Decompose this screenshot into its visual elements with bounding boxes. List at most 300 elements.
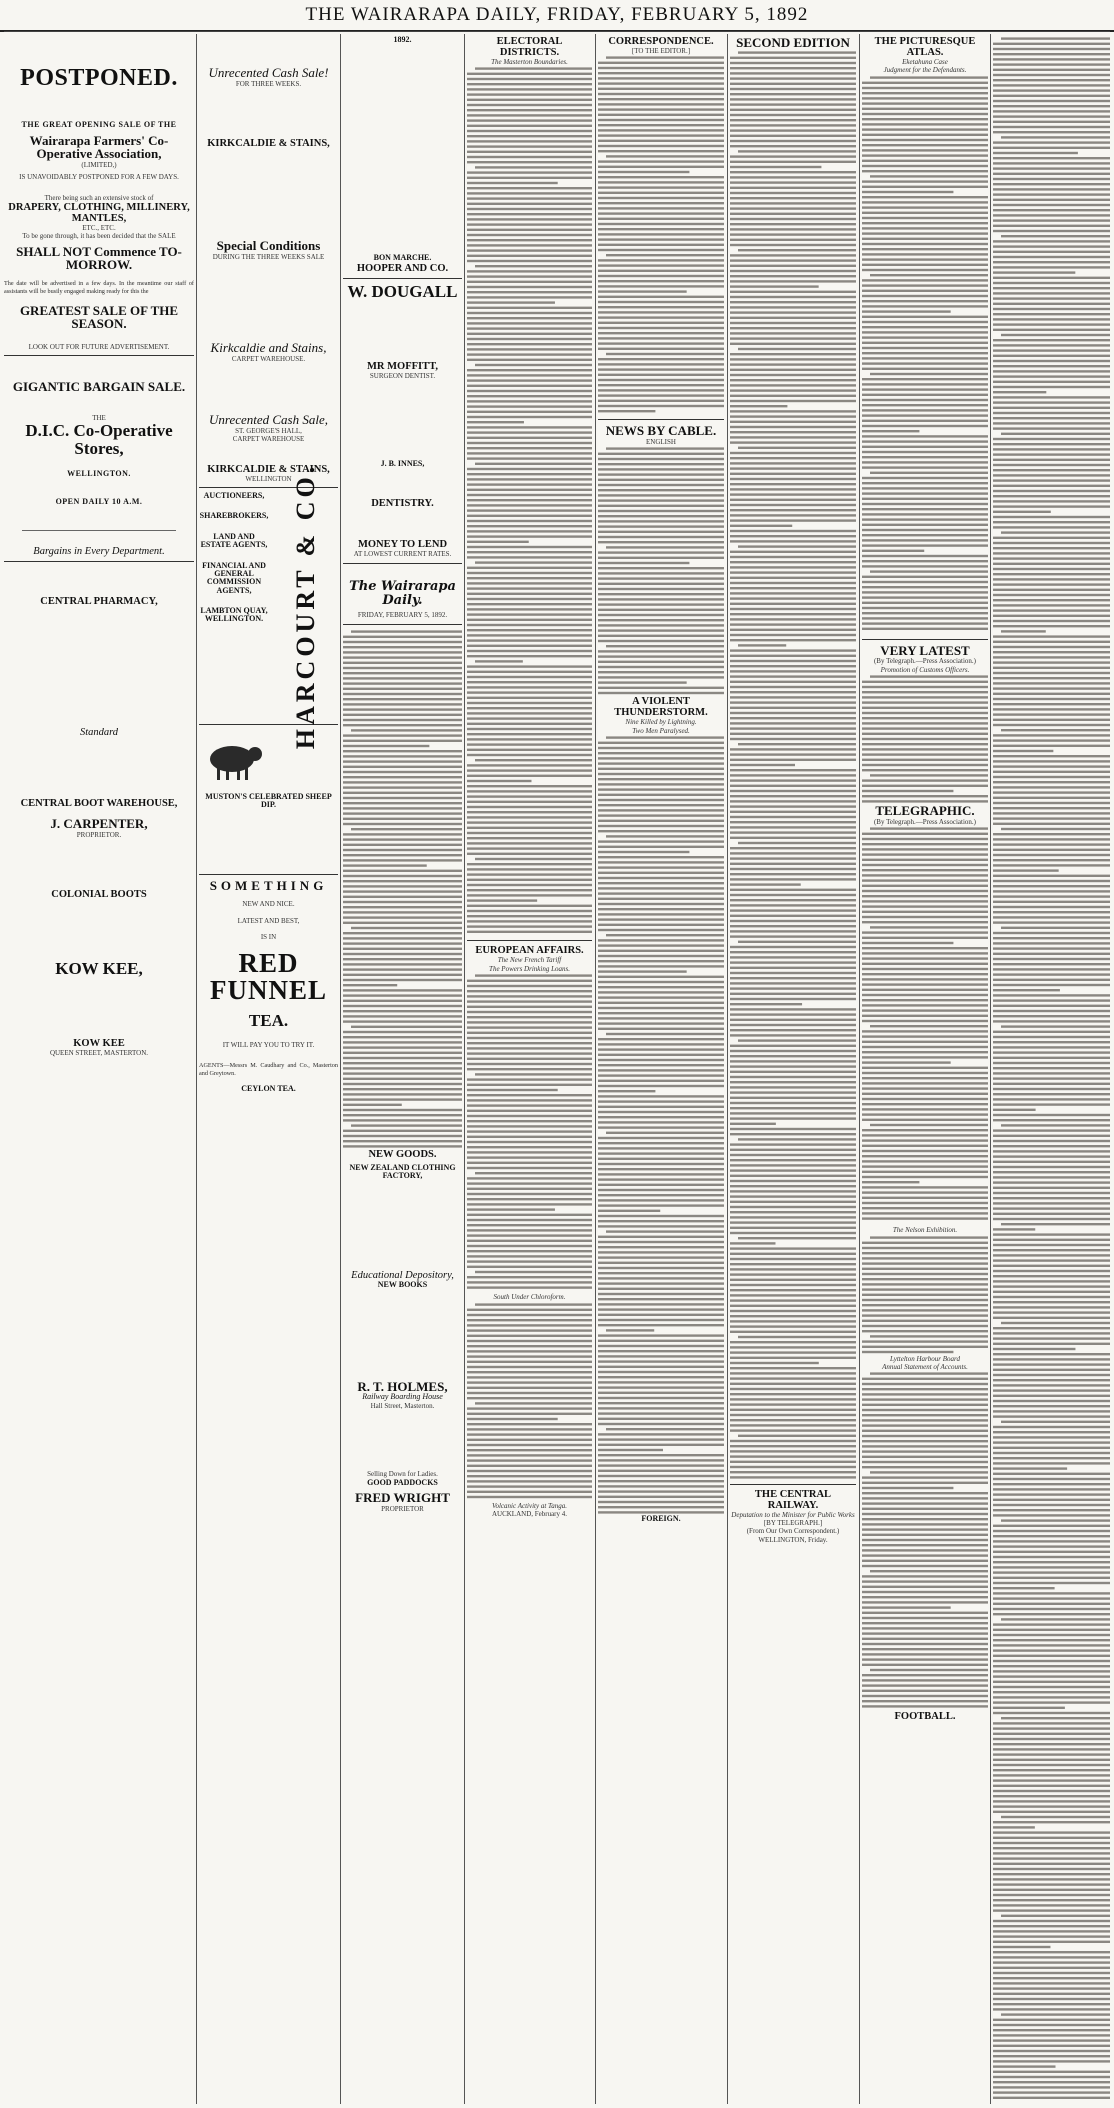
- text-line: [1001, 828, 1110, 830]
- text-line: [598, 239, 724, 241]
- text-line: [598, 661, 724, 663]
- two-men-line: Two Men Paralysed.: [632, 726, 690, 735]
- text-line: [862, 1394, 988, 1396]
- text-line: [730, 77, 856, 79]
- text-line: [598, 505, 724, 507]
- text-line: [730, 1065, 856, 1067]
- text-line: [993, 687, 1110, 689]
- text-line: [862, 1685, 988, 1687]
- text-line: [993, 448, 1110, 450]
- text-line: [730, 961, 856, 963]
- masthead-rule: [4, 31, 1110, 32]
- text-line: [598, 1038, 724, 1040]
- text-line: [730, 233, 856, 235]
- text-line: [598, 536, 724, 538]
- text-line: [467, 1141, 592, 1143]
- opening-sale-line: THE GREAT OPENING SALE OF THE: [21, 120, 177, 130]
- text-line: [730, 1476, 856, 1478]
- column-2: [199, 36, 338, 2102]
- text-line: [467, 650, 592, 652]
- text-line: [730, 670, 856, 672]
- text-line: [598, 458, 724, 460]
- divider: [862, 639, 988, 640]
- text-line: [598, 332, 724, 334]
- text-line: [993, 1831, 1110, 1833]
- text-line: [993, 1197, 1110, 1199]
- text-line: [730, 420, 856, 422]
- text-line: [1001, 927, 1110, 929]
- text-line: [730, 1257, 856, 1259]
- text-line: [467, 1167, 592, 1169]
- text-line: [993, 193, 1110, 195]
- text-line: [993, 1239, 1110, 1241]
- text-line: [1001, 433, 1110, 435]
- text-line: [862, 466, 988, 468]
- text-line: [606, 57, 724, 59]
- text-line: [598, 1205, 724, 1207]
- text-line: [993, 984, 1110, 986]
- text-line: [862, 383, 988, 385]
- text-line: [467, 697, 592, 699]
- text-line: [993, 1306, 1110, 1308]
- text-line: [862, 279, 988, 281]
- column-8: [993, 36, 1110, 2102]
- text-line: [475, 364, 592, 366]
- text-line: [993, 1790, 1110, 1792]
- text-line: [467, 1475, 592, 1477]
- text-line: [993, 79, 1110, 81]
- text-line: [467, 198, 592, 200]
- text-line: [467, 1110, 592, 1112]
- text-line: [730, 259, 856, 261]
- text-line: [598, 778, 724, 780]
- text-line: [993, 1119, 1110, 1121]
- atlas-body: [862, 75, 988, 635]
- text-line: [598, 913, 724, 915]
- text-line: [475, 1271, 592, 1273]
- text-line: [730, 711, 856, 713]
- text-line: [598, 327, 724, 329]
- text-line: [598, 960, 724, 962]
- text-line: [467, 1053, 592, 1055]
- text-line: [862, 149, 988, 151]
- bon-marche-line: BON MARCHE.: [373, 253, 432, 263]
- latest-best-line: LATEST AND BEST,: [237, 916, 300, 925]
- text-line: [598, 135, 724, 137]
- promotion-line: Promotion of Customs Officers.: [880, 665, 970, 674]
- text-line: [862, 1596, 988, 1598]
- text-line: [730, 1169, 856, 1171]
- text-line: [343, 874, 462, 876]
- masthead-title: THE WAIRARAPA DAILY, FRIDAY, FEBRUARY 5, 1892: [305, 4, 809, 25]
- text-line: [598, 526, 724, 528]
- text-line: [862, 895, 988, 897]
- text-line: [598, 1147, 724, 1149]
- text-line: [730, 160, 856, 162]
- text-line: [467, 73, 592, 75]
- text-line: [993, 1904, 1110, 1906]
- text-line: [993, 557, 1110, 559]
- kirkcaldie-wellington: WELLINGTON: [245, 474, 292, 483]
- look-out-line: LOOK OUT FOR FUTURE ADVERTISEMENT.: [28, 342, 170, 351]
- agents-line: AGENTS—Messrs M. Caudhary and Co., Masterton and Greytown.: [199, 1061, 338, 1077]
- text-line: [862, 165, 988, 167]
- text-line: [598, 1506, 724, 1508]
- text-line: [993, 786, 1110, 788]
- text-line: [993, 1348, 1075, 1350]
- nz-clothing-line: NEW ZEALAND CLOTHING FACTORY,: [349, 1162, 456, 1180]
- text-line: [993, 1514, 1110, 1516]
- text-line: [467, 1407, 592, 1409]
- text-line: [730, 332, 856, 334]
- text-line: [862, 1160, 988, 1162]
- text-line: [993, 2065, 1055, 2067]
- text-line: [598, 119, 724, 121]
- text-line: [598, 1069, 724, 1071]
- text-line: [993, 469, 1110, 471]
- text-line: [598, 1225, 724, 1227]
- text-line: [343, 1020, 462, 1022]
- text-line: [730, 1055, 856, 1057]
- divider: [4, 561, 194, 562]
- text-line: [598, 474, 724, 476]
- text-line: [862, 1129, 988, 1131]
- text-line: [343, 770, 462, 772]
- text-line: [862, 790, 953, 792]
- text-line: [467, 655, 592, 657]
- text-line: [598, 390, 724, 392]
- text-line: [730, 228, 856, 230]
- text-line: [862, 399, 988, 401]
- text-line: [343, 921, 462, 923]
- text-line: [862, 780, 988, 782]
- text-line: [993, 1233, 1110, 1235]
- text-line: [862, 378, 988, 380]
- text-line: [993, 875, 1110, 877]
- text-line: [730, 410, 856, 412]
- text-line: [993, 1571, 1110, 1573]
- text-line: [862, 1633, 988, 1635]
- text-line: [730, 815, 856, 817]
- text-line: [993, 1254, 1110, 1256]
- text-line: [993, 386, 1110, 388]
- text-line: [993, 911, 1110, 913]
- text-line: [862, 942, 953, 944]
- text-line: [343, 661, 462, 663]
- text-line: [862, 1082, 988, 1084]
- text-line: [993, 261, 1110, 263]
- text-line: [598, 1485, 724, 1487]
- text-line: [343, 807, 462, 809]
- text-line: [467, 343, 592, 345]
- text-line: [862, 1607, 951, 1609]
- text-line: [993, 1743, 1110, 1745]
- three-weeks-line: FOR THREE WEEKS.: [235, 79, 302, 88]
- text-line: [730, 1107, 856, 1109]
- text-line: [862, 159, 988, 161]
- dic-wellington: WELLINGTON.: [67, 469, 131, 479]
- text-line: [598, 1028, 724, 1030]
- text-line: [467, 276, 592, 278]
- text-line: [730, 639, 856, 641]
- text-line: [598, 145, 724, 147]
- text-line: [993, 1951, 1110, 1953]
- judgment-line: Judgment for the Defendants.: [883, 66, 967, 75]
- text-line: [862, 686, 988, 688]
- text-line: [993, 1098, 1110, 1100]
- text-line: [993, 1909, 1110, 1911]
- text-line: [862, 968, 988, 970]
- text-line: [993, 719, 1110, 721]
- text-line: [862, 1435, 988, 1437]
- text-line: [862, 1700, 988, 1702]
- text-line: [598, 1335, 724, 1337]
- text-line: [862, 707, 988, 709]
- text-line: [598, 98, 724, 100]
- text-line: [467, 739, 592, 741]
- text-line: [467, 811, 592, 813]
- surgeon-dentist-line: SURGEON DENTIST.: [369, 371, 436, 380]
- text-line: [862, 1171, 988, 1173]
- text-line: [598, 867, 724, 869]
- text-line: [993, 797, 1110, 799]
- text-line: [598, 640, 724, 642]
- text-line: [467, 203, 592, 205]
- text-line: [598, 1283, 724, 1285]
- text-line: [993, 1894, 1110, 1896]
- text-line: [598, 280, 724, 282]
- text-line: [730, 275, 856, 277]
- text-line: [467, 307, 592, 309]
- text-line: [467, 1261, 592, 1263]
- auckland-dateline: AUCKLAND, February 4.: [491, 1510, 568, 1518]
- text-line: [862, 712, 988, 714]
- text-line: [598, 521, 724, 523]
- text-line: [730, 893, 856, 895]
- telegraphic-heading: TELEGRAPHIC.: [875, 803, 975, 819]
- text-line: [993, 573, 1110, 575]
- text-line: [862, 963, 988, 965]
- text-line: [598, 510, 724, 512]
- text-line: [343, 692, 462, 694]
- divider: [730, 1484, 856, 1485]
- text-line: [343, 635, 462, 637]
- text-line: [730, 1205, 856, 1207]
- text-line: [862, 341, 988, 343]
- text-line: [862, 1440, 988, 1442]
- text-line: [993, 979, 1110, 981]
- text-line: [862, 833, 988, 835]
- text-line: [862, 999, 988, 1001]
- text-line: [862, 1030, 988, 1032]
- text-line: [730, 457, 856, 459]
- text-line: [343, 994, 462, 996]
- text-line: [467, 146, 592, 148]
- text-line: [730, 930, 856, 932]
- text-line: [993, 999, 1110, 1001]
- text-line: [467, 1016, 592, 1018]
- text-line: [993, 266, 1110, 268]
- text-line: [467, 1011, 592, 1013]
- text-line: [730, 1060, 856, 1062]
- central-boot-heading: CENTRAL BOOT WAREHOUSE,: [20, 797, 178, 809]
- text-line: [598, 1397, 724, 1399]
- text-line: [598, 218, 724, 220]
- text-line: [738, 545, 856, 547]
- text-line: [730, 1117, 856, 1119]
- text-line: [467, 598, 592, 600]
- text-line: [993, 1738, 1110, 1740]
- unrecented-heading-2: Unrecented Cash Sale,: [208, 412, 329, 428]
- text-line: [467, 229, 592, 231]
- text-line: [862, 1267, 988, 1269]
- text-line: [862, 1544, 988, 1546]
- text-line: [993, 1337, 1110, 1339]
- text-line: [467, 297, 592, 299]
- text-line: [467, 458, 592, 460]
- text-line: [862, 1602, 988, 1604]
- text-line: [993, 708, 1110, 710]
- text-line: [730, 363, 856, 365]
- text-line: [598, 1127, 724, 1129]
- text-line: [467, 1162, 592, 1164]
- text-line: [993, 942, 1110, 944]
- text-line: [870, 1472, 988, 1474]
- hooper-heading: HOOPER AND CO.: [356, 262, 449, 274]
- text-line: [467, 437, 592, 439]
- text-line: [730, 379, 856, 381]
- text-line: [993, 1561, 1110, 1563]
- text-line: [467, 141, 592, 143]
- text-line: [467, 1120, 592, 1122]
- text-line: [475, 858, 592, 860]
- text-line: [730, 1081, 856, 1083]
- text-line: [467, 817, 592, 819]
- text-line: [862, 1560, 988, 1562]
- text-line: [598, 109, 724, 111]
- text-line: [598, 671, 724, 673]
- text-line: [475, 1402, 592, 1404]
- text-line: [870, 1669, 988, 1671]
- correspondence-heading: CORRESPONDENCE.: [608, 36, 714, 47]
- text-line: [730, 1325, 856, 1327]
- text-line: [862, 1529, 988, 1531]
- text-line: [993, 734, 1110, 736]
- text-line: [598, 1288, 724, 1290]
- lyttelton-line: Lyttelton Harbour Board: [890, 1354, 960, 1363]
- text-line: [870, 1335, 988, 1337]
- text-line: [730, 295, 856, 297]
- text-line: [598, 682, 687, 684]
- text-line: [1001, 1322, 1110, 1324]
- text-line: [351, 828, 462, 830]
- text-line: [343, 682, 462, 684]
- text-line: [730, 113, 856, 115]
- text-line: [730, 717, 856, 719]
- text-line: [598, 234, 724, 236]
- text-line: [343, 942, 462, 944]
- text-line: [993, 204, 1110, 206]
- text-line: [993, 1785, 1110, 1787]
- text-lines: [467, 1302, 592, 1502]
- text-line: [993, 968, 1110, 970]
- text-line: [730, 342, 856, 344]
- text-line: [598, 799, 724, 801]
- new-goods-heading: NEW GOODS.: [368, 1148, 437, 1160]
- st-george-line: ST. GEORGE'S HALL,: [235, 426, 302, 435]
- text-line: [862, 1278, 988, 1280]
- text-line: [862, 1643, 988, 1645]
- text-line: [862, 607, 988, 609]
- text-line: [862, 1051, 988, 1053]
- text-line: [598, 1257, 724, 1259]
- text-line: [730, 867, 856, 869]
- text-line: [862, 549, 924, 551]
- text-line: [993, 817, 1110, 819]
- text-line: [862, 1166, 988, 1168]
- text-line: [730, 878, 856, 880]
- text-line: [993, 407, 1110, 409]
- text-line: [862, 97, 988, 99]
- text-line: [862, 295, 988, 297]
- text-line: [993, 937, 1110, 939]
- text-line: [730, 384, 856, 386]
- text-line: [862, 139, 988, 141]
- text-line: [993, 739, 1110, 741]
- text-line: [467, 1021, 592, 1023]
- text-line: [993, 1753, 1110, 1755]
- text-line: [598, 140, 724, 142]
- text-line: [467, 401, 592, 403]
- text-line: [993, 1478, 1110, 1480]
- text-line: [598, 986, 724, 988]
- text-line: [993, 459, 1110, 461]
- text-line: [862, 1077, 988, 1079]
- text-line: [862, 1241, 988, 1243]
- text-line: [862, 1093, 988, 1095]
- text-line: [993, 1301, 1110, 1303]
- text-line: [1001, 334, 1110, 336]
- text-line: [730, 519, 856, 521]
- text-line: [467, 1250, 592, 1252]
- text-line: [993, 1171, 1110, 1173]
- text-line: [738, 150, 856, 152]
- nine-killed-line: Nine Killed by Lightning.: [625, 718, 697, 727]
- text-line: [993, 1280, 1110, 1282]
- text-line: [993, 1088, 1110, 1090]
- text-line: [730, 633, 856, 635]
- text-line: [993, 973, 1110, 975]
- text-line: [730, 925, 856, 927]
- text-line: [862, 1550, 988, 1552]
- text-line: [598, 93, 724, 95]
- text-line: [467, 1469, 592, 1471]
- text-line: [738, 841, 856, 843]
- text-line: [467, 1313, 592, 1315]
- text-line: [993, 526, 1110, 528]
- text-line: [993, 1031, 1110, 1033]
- text-line: [467, 619, 592, 621]
- text-line: [738, 446, 856, 448]
- text-line: [730, 1086, 856, 1088]
- text-line: [467, 312, 592, 314]
- text-line: [993, 1920, 1110, 1922]
- tea-heading: TEA.: [248, 1010, 289, 1030]
- text-line: [993, 1410, 1110, 1412]
- text-line: [598, 609, 724, 611]
- text-line: [730, 602, 856, 604]
- text-line: [993, 1644, 1110, 1646]
